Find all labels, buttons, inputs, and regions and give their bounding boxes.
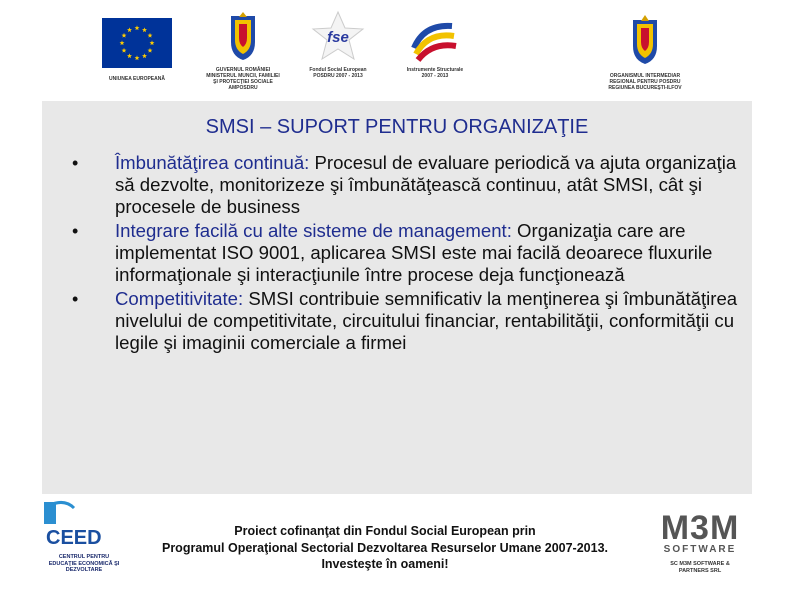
ceed-logo-text: CEED <box>46 527 102 549</box>
bullet-icon: • <box>72 153 79 173</box>
ministry-caption: GUVERNUL ROMÂNIEI MINISTERUL MUNCII, FAMILIEI ŞI PROTECŢIEI SOCIALE AMPOSDRU <box>206 67 280 91</box>
content-panel <box>42 101 752 494</box>
logo-header <box>0 0 794 100</box>
m3m-caption: SC M3M SOFTWARE & PARTNERS SRL <box>670 561 730 574</box>
ministry-logo <box>188 12 298 91</box>
ceed-caption: CENTRUL PENTRU EDUCAŢIE ECONOMICĂ ŞI DEZVOLTARE <box>48 554 120 573</box>
eu-flag-icon <box>102 18 172 68</box>
bullet-term: Competitivitate: <box>115 288 244 309</box>
structural-instruments-logo <box>400 18 470 79</box>
eu-caption: UNIUNEA EUROPEANĂ <box>109 76 165 82</box>
bullet-item <box>74 220 754 286</box>
oi-caption: ORGANISMUL INTERMEDIAR REGIONAL PENTRU POSDRU REGIUNEA BUCUREŞTI-ILFOV <box>608 73 682 91</box>
bullet-list <box>74 152 754 356</box>
structural-instruments-icon <box>408 18 462 62</box>
ceed-logo-icon <box>38 498 130 554</box>
coat-of-arms-icon <box>223 12 263 62</box>
fse-logo <box>300 10 376 79</box>
oi-regional-logo <box>600 14 690 91</box>
structural-caption: Instrumente Structurale 2007 - 2013 <box>406 67 464 79</box>
coat-of-arms-icon <box>625 14 665 68</box>
bullet-item <box>74 288 754 354</box>
footer-line-3: Investeşte în oameni! <box>321 557 449 571</box>
bullet-icon: • <box>72 221 79 241</box>
fse-text: fse <box>327 29 349 46</box>
footer-line-1: Proiect cofinanţat din Fondul Social European prin <box>234 524 536 538</box>
slide-title: SMSI – SUPORT PENTRU ORGANIZAŢIE <box>205 116 589 138</box>
m3m-logo-icon <box>650 505 750 559</box>
bullet-text: Procesul de evaluare periodică va ajuta organizaţia să dezvolte, monitorizeze şi îmbunătăţească continuu, atât SMSI, cât şi procesele de business <box>115 152 737 217</box>
fse-star-icon <box>309 10 367 62</box>
bullet-term: Integrare facilă cu alte sisteme de management: <box>115 220 512 241</box>
fse-caption: Fondul Social European POSDRU 2007 - 2013 <box>309 67 367 79</box>
bullet-text: Organizaţia care are implementat ISO 9001, aplicarea SMSI este mai facilă deoarece fluxurile informaţionale şi interacţiunile între procese deja funcţionează <box>115 220 713 285</box>
bullet-item <box>74 152 754 218</box>
bullet-icon: • <box>72 289 79 309</box>
bullet-text: SMSI contribuie semnificativ la menţinerea şi îmbunătăţirea nivelului de competitivitate, circuitului financiar, rentabilităţii, conformităţii cu legile şi imaginii comerciale a firmei <box>115 288 738 353</box>
m3m-logo <box>650 505 755 585</box>
eu-logo <box>100 18 174 82</box>
footer-text <box>130 523 640 573</box>
ceed-logo <box>38 498 130 588</box>
m3m-subtitle: SOFTWARE <box>663 544 737 555</box>
m3m-logo-text: M3M <box>660 509 740 547</box>
bullet-term: Îmbunătăţirea continuă: <box>115 152 310 173</box>
footer-line-2: Programul Operaţional Sectorial Dezvoltarea Resurselor Umane 2007-2013. <box>161 540 609 555</box>
